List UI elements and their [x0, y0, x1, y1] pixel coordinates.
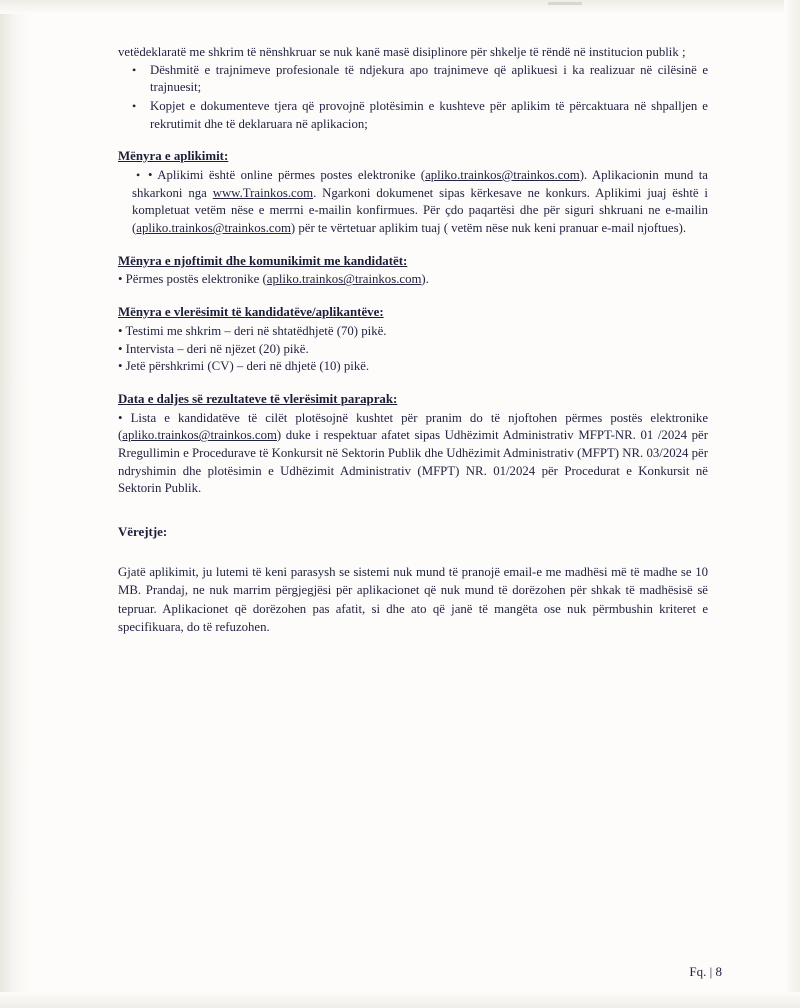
section-results-date	[118, 391, 708, 498]
requirements-list	[118, 62, 708, 134]
section-heading: Mënyra e vlerësimit të kandidatëve/aplikantëve:	[118, 305, 384, 320]
section-line: • Intervista – deri në njëzet (20) pikë.	[118, 341, 309, 356]
link-text[interactable]: apliko.trainkos@trainkos.com	[425, 168, 580, 183]
section-heading: Data e daljes së rezultateve të vlerësimit paraprak:	[118, 391, 398, 406]
list-item: • Dëshmitë e trajnimeve profesionale të ndjekura apo trajnimeve që aplikuesi i ka realizuar në cilësinë e trajnuesit;	[118, 62, 708, 97]
scan-edge-top	[0, 0, 800, 14]
document-content	[118, 44, 708, 637]
section-notification-method	[118, 253, 708, 289]
link-text[interactable]: apliko.trainkos@trainkos.com	[266, 272, 422, 287]
scan-edge-bottom	[0, 992, 800, 1008]
scan-edge-left	[0, 0, 30, 1008]
link-text[interactable]: apliko.trainkos@trainkos.com	[136, 221, 291, 236]
section-heading: Mënyra e aplikimit:	[118, 149, 229, 164]
section-line: • • Aplikimi është online përmes postes elektronike (apliko.trainkos@trainkos.com). Aplikacionin mund ta shkarkoni nga www.Trainkos.com. Ngarkoni dokumenet sipas kërkesave ne konkurs. Aplikimi juaj është i kompletuat vetëm nëse e merrni e-mailin konfirmues. Për çdo paqartësi dhe për siguri shkruani ne e-mailin (apliko.trainkos@trainkos.com) për te vërtetuar aplikim tuaj ( vetëm nëse nuk keni pranuar e-mail njoftues).	[118, 167, 708, 238]
section-application-method	[118, 148, 708, 237]
note-body: Gjatë aplikimit, ju lutemi të keni parasysh se sistemi nuk mund të pranojë email-e me madhësi më të madhe se 10 MB. Prandaj, ne nuk marrim përgjegjësi për aplikacionet që nuk mund të dorëzohen për shkak të madhësisë së tepruar. Aplikacionet që dorëzohen pas afatit, si dhe ato që janë të mangëta ose nuk përmbushin kriteret e specifikuara, do të refuzohen.	[118, 564, 708, 635]
list-item: • Kopjet e dokumenteve tjera që provojnë plotësimin e kushteve për aplikim të përcaktuara në shpalljen e rekrutimit dhe të deklaruara në aplikacion;	[118, 98, 708, 133]
link-text[interactable]: www.Trainkos.com	[212, 185, 314, 200]
scan-edge-right	[784, 0, 800, 1008]
section-evaluation-method	[118, 304, 708, 376]
section-line: • Lista e kandidatëve të cilët plotësojnë kushtet për pranim do të njoftohen përmes postës elektronike (apliko.trainkos@trainkos.com) duke i respektuar afatet sipas Udhëzimit Administrativ MFPT-NR. 01 /2024 për Rregullimin e Procedurave të Konkursit në Sektorin Publik dhe Udhëzimit Administrativ (MFPT) NR. 03/2024 për ndryshimin dhe plotësimin e Udhëzimit Administrativ (MFPT) NR. 01/2024 për Procedurat e Konkursit në Sektorin Publik.	[118, 410, 708, 496]
section-line: • Testimi me shkrim – deri në shtatëdhjetë (70) pikë.	[118, 323, 387, 338]
section-heading: Mënyra e njoftimit dhe komunikimit me kandidatët:	[118, 253, 408, 268]
link-text[interactable]: apliko.trainkos@trainkos.com	[122, 428, 277, 443]
page-footer: Fq. | 8	[689, 964, 722, 979]
section-note	[118, 524, 708, 637]
note-heading: Vërejtje:	[118, 524, 168, 539]
intro-paragraph: vetëdeklaratë me shkrim të nënshkruar se nuk kanë masë disiplinore për shkelje të rëndë në institucion publik ;	[118, 45, 686, 59]
section-line: • Jetë përshkrimi (CV) – deri në dhjetë (10) pikë.	[118, 359, 370, 374]
section-line: • Përmes postës elektronike (apliko.trainkos@trainkos.com).	[118, 272, 429, 287]
staple-mark	[548, 2, 582, 5]
